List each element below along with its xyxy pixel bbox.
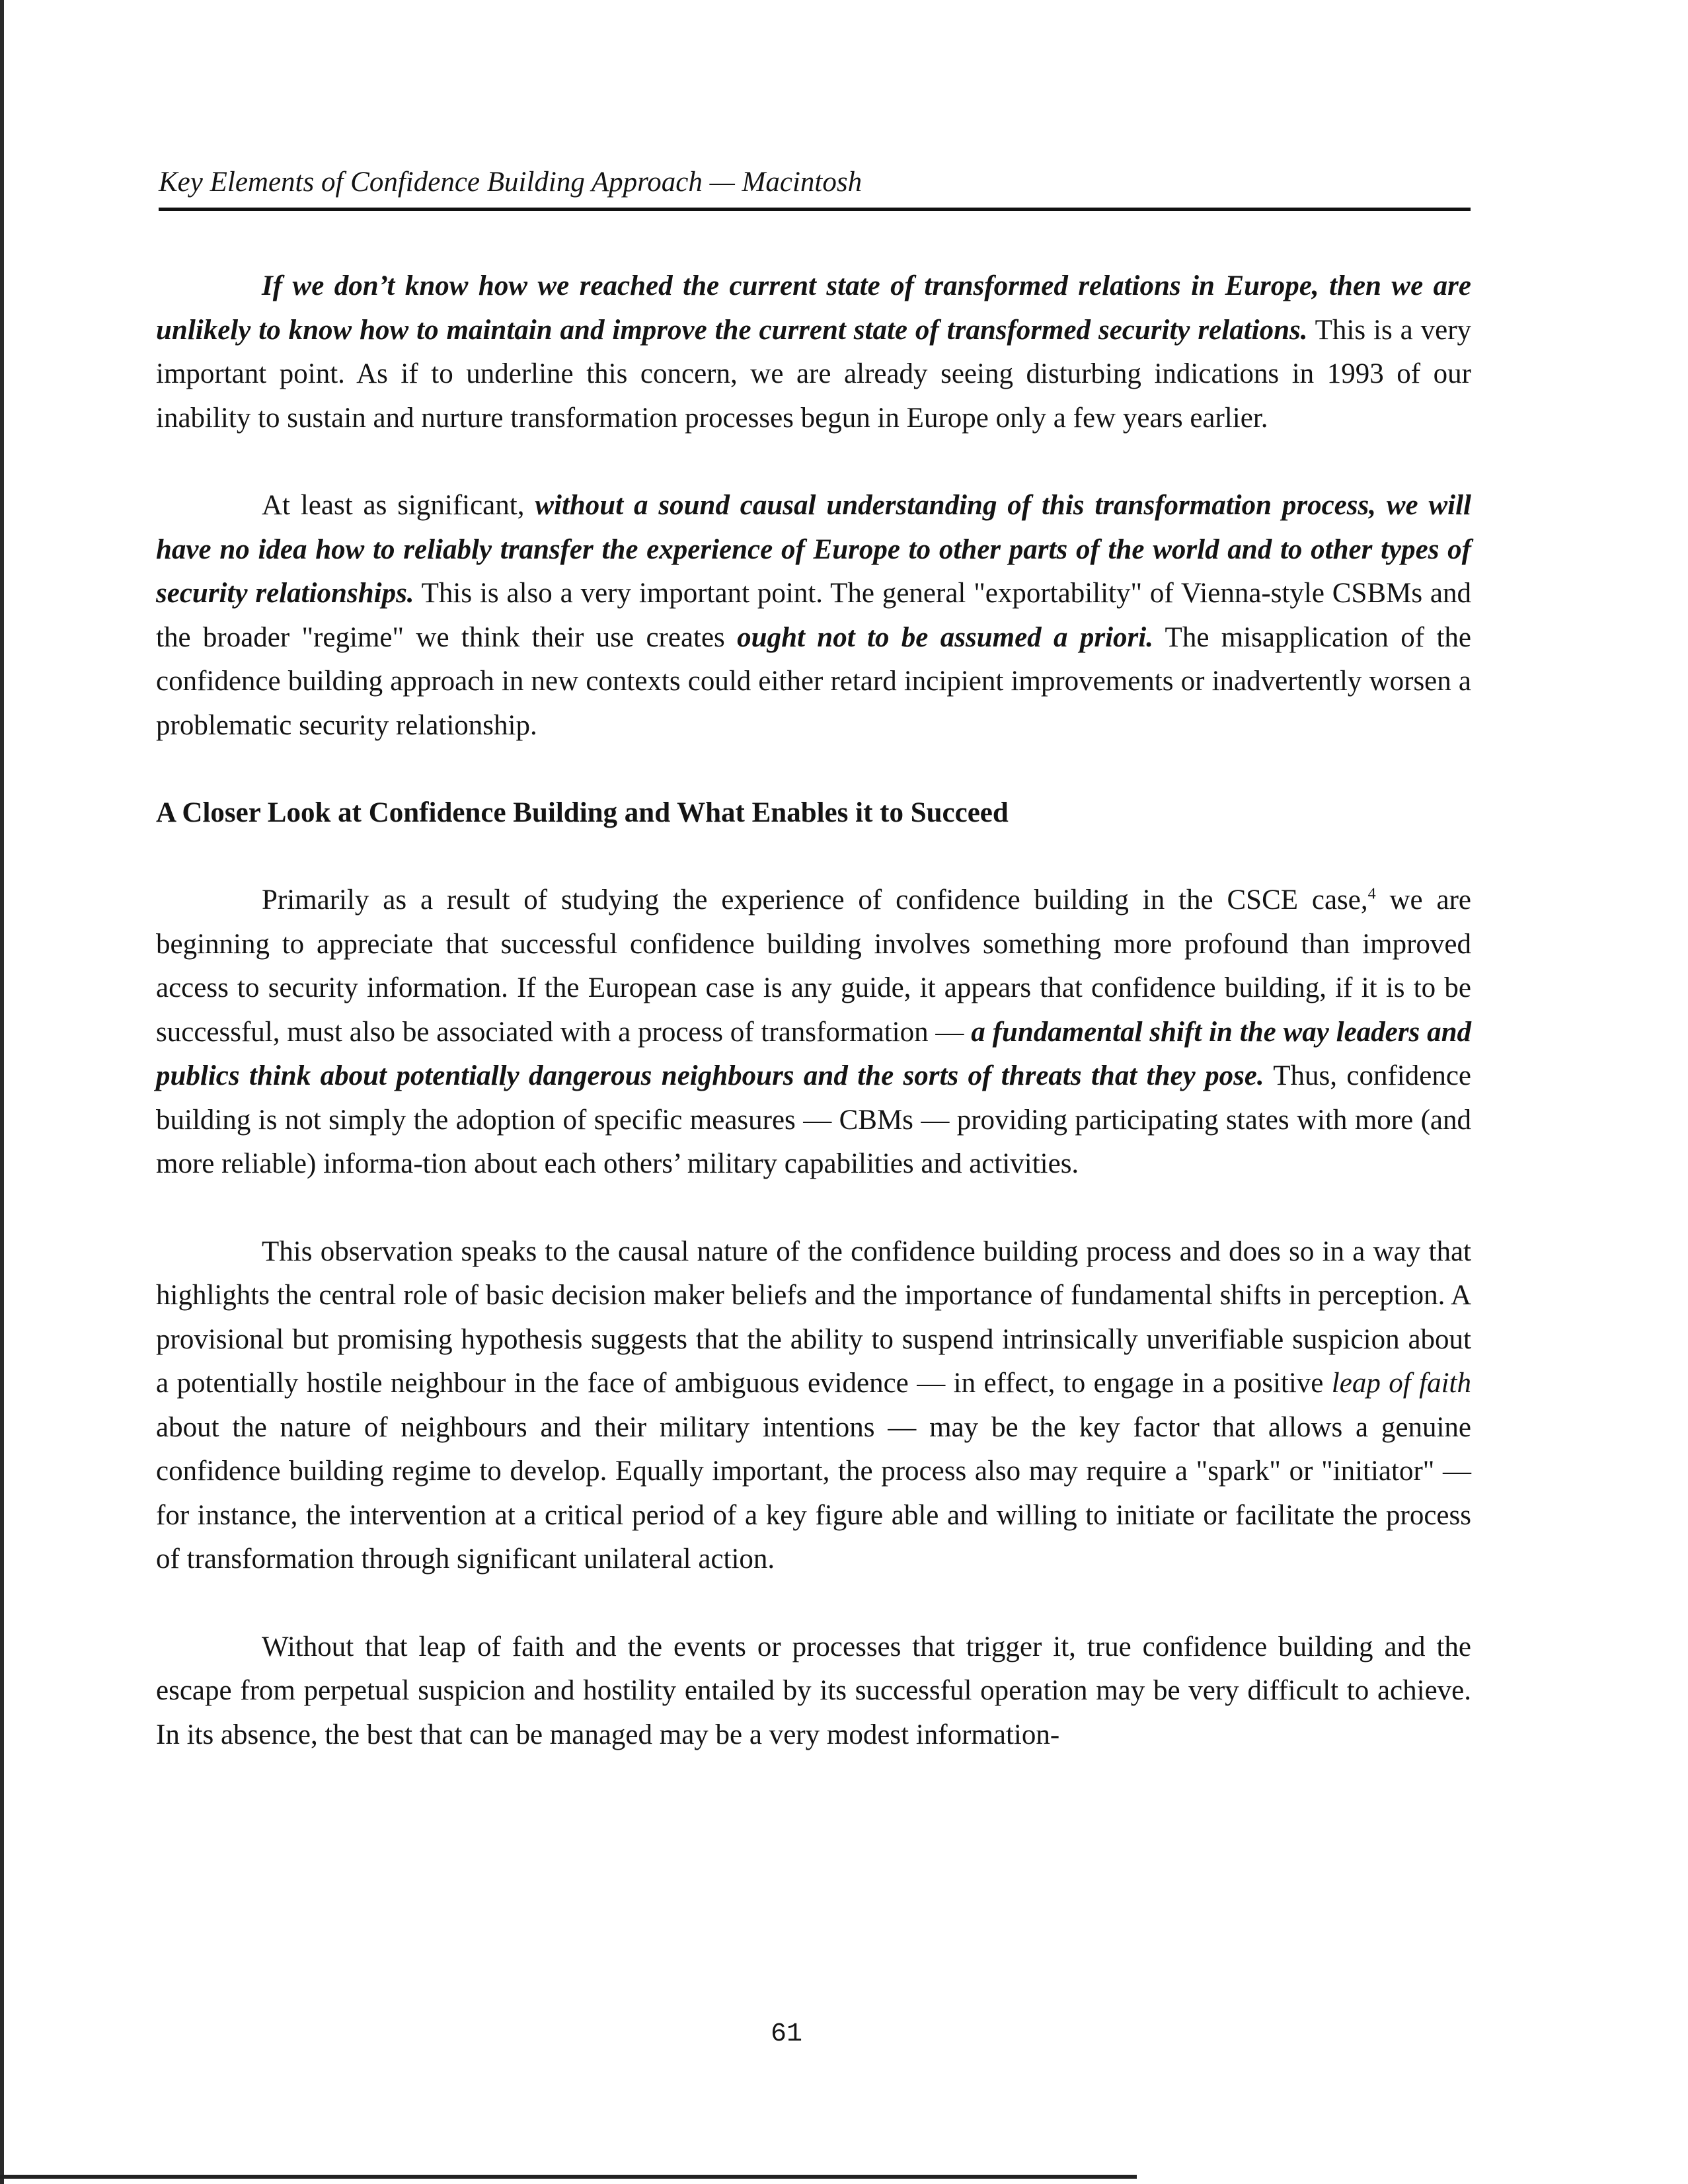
- paragraph-5: [156, 1625, 1471, 1758]
- paragraph-1: [156, 264, 1471, 440]
- page-number: 61: [770, 2019, 802, 2049]
- p3-text-1: Primarily as a result of studying the experience of confidence building in the CSCE case,: [262, 884, 1368, 916]
- p1-text-1: This is a very important point. As if to underline this concern, we are already seeing disturbing indications in 1993 of our inability to sustain and nurture transformation processes begun in Europe only a few years earlier.: [156, 314, 1472, 434]
- p3-text-2: we are beginning to appreciate that successful confidence building involves something more profound than improved access to security information. If the European case is any guide, it appears that confidence building, if it is to be successful, must also be associated with a process of transformation —: [156, 884, 1471, 1048]
- p2-text-2: This is also a very important point. The general "exportability" of Vienna-style CSBMs and the broader "regime" we think their use creates: [156, 578, 1471, 653]
- p2-emphasis-2: ought not to be assumed a priori.: [737, 621, 1153, 653]
- footnote-marker: 4: [1367, 885, 1376, 903]
- scan-bottom-edge: [0, 2175, 1137, 2179]
- p5-text-1: Without that leap of faith and the events or processes that trigger it, true confidence building and the escape from perpetual suspicion and hostility entailed by its successful operation may be very difficult to achieve. In its absence, the best that can be managed may be a very modest information-: [156, 1631, 1471, 1750]
- p1-emphasis-1: If we don’t know how we reached the current state of transformed relations in Europe, then we are unlikely to know how to maintain and improve the current state of transformed security relations.: [156, 270, 1471, 346]
- p2-emphasis-1: without a sound causal understanding of this transformation process, we will have no idea how to reliably transfer the experience of Europe to other parts of the world and to other types of security relationships.: [156, 490, 1471, 609]
- p3-text-3: Thus, confidence building is not simply the adoption of specific measures — CBMs — providing participating states with more (and more reliable) informa-tion about each others’ military capabilities and activities.: [156, 1060, 1471, 1179]
- body-text: [156, 264, 1471, 1757]
- p3-emphasis-1: a fundamental shift in the way leaders and publics think about potentially dangerous neighbours and the sorts of threats that they pose.: [156, 1016, 1471, 1091]
- paragraph-4: [156, 1230, 1471, 1582]
- section-heading: A Closer Look at Confidence Building and What Enables it to Succeed: [156, 797, 1009, 828]
- p2-text-3: The misapplication of the confidence building approach in new contexts could either retard incipient improvements or inadvertently worsen a problematic security relationship.: [156, 621, 1471, 741]
- header-rule: [159, 208, 1471, 211]
- p4-text-2: about the nature of neighbours and their military intentions — may be the key factor that allows a genuine confidence building regime to develop. Equally important, the process also may require a "spark" or "initiator" — for instance, the intervention at a critical period of a key figure able and willing to initiate or facilitate the process of transformation through significant unilateral action.: [156, 1411, 1471, 1575]
- running-header: Key Elements of Confidence Building Approach — Macintosh: [159, 167, 863, 198]
- paragraph-3: [156, 878, 1471, 1187]
- p2-text-1: At least as significant,: [262, 490, 535, 521]
- scan-left-edge: [0, 0, 4, 2184]
- p4-text-1: This observation speaks to the causal nature of the confidence building process and does so in a way that highlights the central role of basic decision maker beliefs and the importance of fundamental shifts in perception. A provisional but promising hypothesis suggests that the ability to suspend intrinsically unverifiable suspicion about a potentially hostile neighbour in the face of ambiguous evidence — in effect, to engage in a positive: [156, 1235, 1471, 1399]
- p4-italic-1: leap of faith: [1331, 1368, 1471, 1399]
- paragraph-2: [156, 484, 1471, 748]
